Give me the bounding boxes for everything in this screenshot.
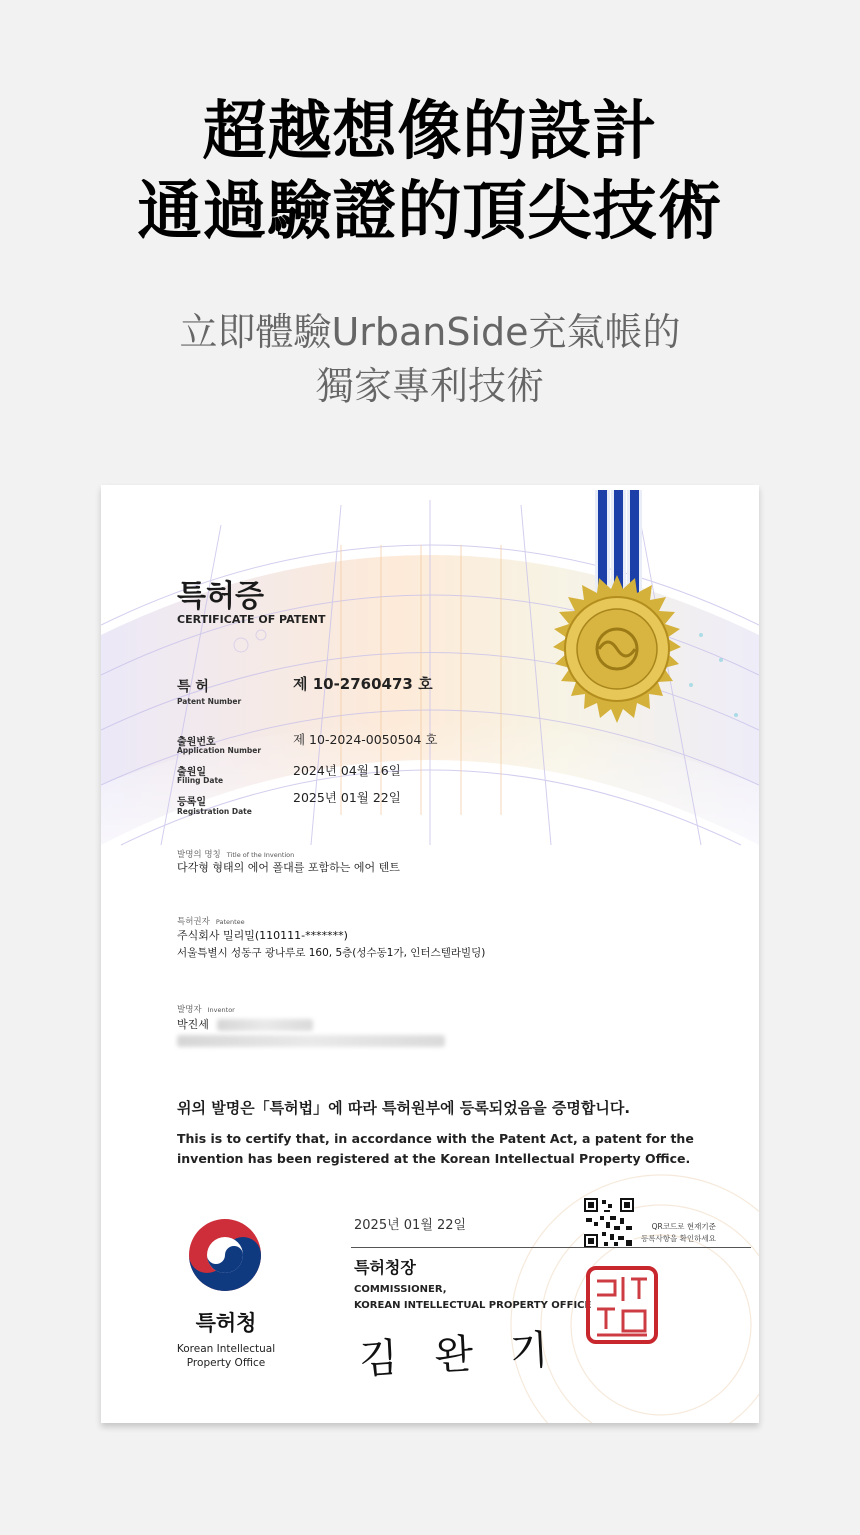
filing-date-label: 출원일 [177,767,206,778]
qr-note-line-1: QR코드로 현재기준 [651,1222,716,1231]
gold-seal-icon [537,575,697,735]
qr-note-line-2: 등록사항을 확인하세요 [641,1234,716,1243]
commissioner-en-line-1: COMMISSIONER, [354,1284,447,1295]
invention-title-value: 다각형 형태의 에어 폴대를 포함하는 에어 텐트 [177,861,400,874]
filing-date-value: 2024년 04월 16일 [293,763,401,778]
patentee-label-en: Patentee [215,918,245,926]
patent-number-value: 제 10-2760473 호 [293,675,433,693]
inventor-label-ko: 발명자 [177,1005,202,1015]
redacted-inventor-id [217,1019,313,1031]
issue-date: 2025년 01월 22일 [354,1218,467,1233]
certification-statement-english: This is to certify that, in accordance with the Patent Act, a patent for the invention has been registered at the Korean Intellectual Property Office. [177,1131,694,1166]
inventor-label-en: Inventor [207,1006,235,1014]
headline-line-1: 超越想像的設計 [202,95,658,169]
handwritten-signature: 김 완 기 [358,1326,562,1384]
commissioner-en-line-2: KOREAN INTELLECTUAL PROPERTY OFFICE [354,1300,592,1311]
invention-title-label-ko: 발명의 명칭 [177,850,221,860]
patent-certificate-image [101,485,759,1423]
qr-code-note [641,1221,716,1245]
signature-divider [351,1247,751,1248]
office-name-korean: 특허청 [195,1311,257,1335]
commissioner-title-english [354,1282,591,1314]
commissioner-title-korean: 특허청장 [354,1258,416,1277]
patentee-line-1: 주식회사 밀리밀(110111-*******) [177,929,348,942]
redacted-inventor-address [177,1035,445,1047]
registration-date-label: 등록일 [177,797,206,808]
registration-date-label-en: Registration Date [177,807,252,816]
patent-number-label-en: Patent Number [177,697,242,706]
patentee-line-2: 서울특별시 성동구 광나루로 160, 5층(성수동1가, 인터스텔라빌딩) [177,947,486,959]
inventor-name: 박진세 [177,1018,209,1031]
headline-line-2: 通過驗證的頂尖技術 [137,175,723,249]
korean-government-emblem-icon [185,1217,265,1293]
registration-date-value: 2025년 01월 22일 [293,790,401,805]
certification-statement-korean: 위의 발명은「특허법」에 따라 특허원부에 등록되었음을 증명합니다. [177,1099,631,1117]
official-red-stamp-icon [585,1265,659,1345]
certificate-title-korean: 특허증 [177,579,264,614]
application-number-label: 출원번호 [177,737,216,748]
office-en-line-1: Korean Intellectual [176,1343,276,1355]
certificate-title-english: CERTIFICATE OF PATENT [177,613,326,626]
application-number-value: 제 10-2024-0050504 호 [293,732,438,747]
patent-number-label: 특 허 [177,679,209,695]
patentee-label-ko: 특허권자 [177,917,210,927]
application-number-label-en: Application Number [177,746,262,755]
inventor-label [177,1003,235,1015]
page-subline [0,305,860,413]
filing-date-label-en: Filing Date [177,776,224,785]
subline-line-1: 立即體驗UrbanSide充氣帳的 [179,310,681,354]
invention-title-label-en: Title of the Invention [226,851,295,859]
page-headline [0,92,860,252]
qr-code-icon [584,1198,634,1248]
office-en-line-2: Property Office [186,1357,266,1369]
office-name-english [101,1342,351,1370]
subline-line-2: 獨家專利技術 [315,364,544,408]
patentee-label [177,915,245,927]
